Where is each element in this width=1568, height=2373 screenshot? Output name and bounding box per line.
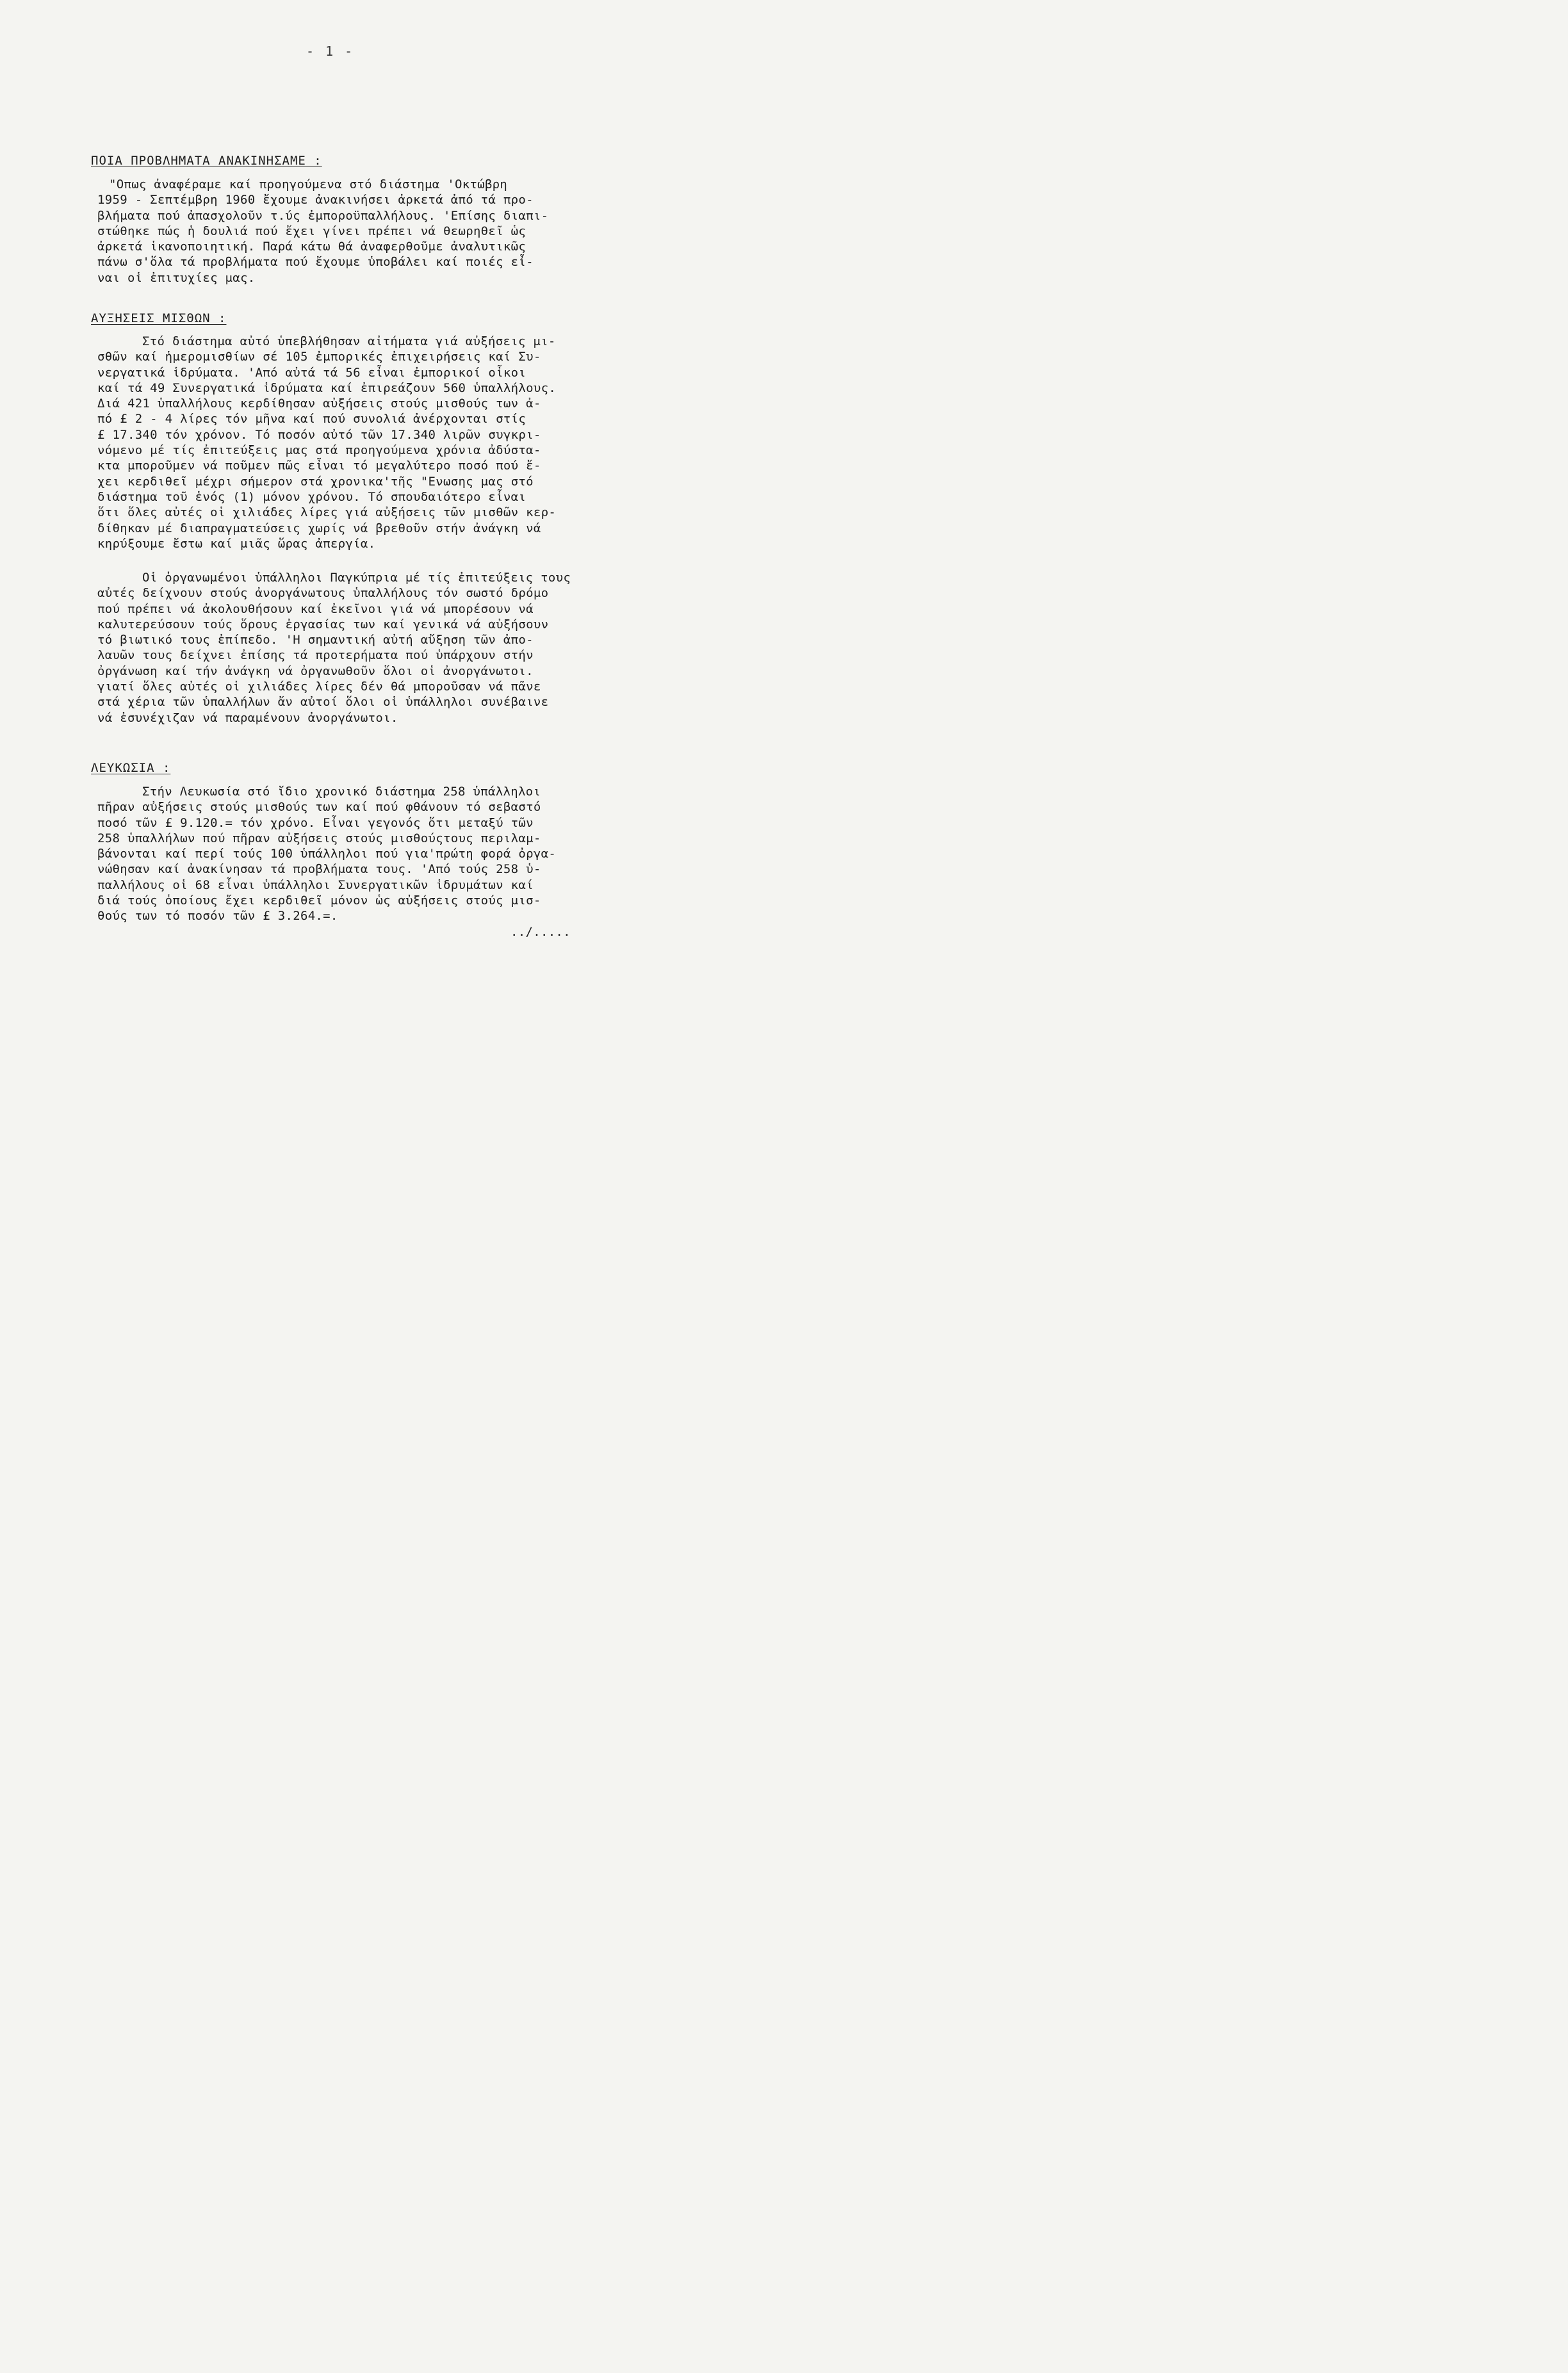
text-line: γιατί ὅλες αὐτές οἱ χιλιάδες λίρες δέν θά μποροῦσαν νά πᾶνε <box>97 680 541 694</box>
text-line: πό £ 2 - 4 λίρες τόν μῆνα καί πού συνολιά ἀνέρχονται στίς <box>97 412 527 427</box>
text-line: Διά 421 ὑπαλλήλους κερδίθησαν αὐξήσεις στούς μισθούς των ἀ- <box>97 396 541 411</box>
section-wage-increases <box>91 311 610 551</box>
text-line: τό βιωτικό τους ἐπίπεδο. 'Η σημαντική αὐτή αὔξηση τῶν ἀπο- <box>97 633 534 648</box>
text-line: ναι οἱ ἐπιτυχίες μας. <box>97 270 256 285</box>
text-line: δίθηκαν μέ διαπραγματεύσεις χωρίς νά βρεθοῦν στήν ἀνάγκη νά <box>97 521 541 535</box>
text-line: στά χέρια τῶν ὑπαλλήλων ἄν αὐτοί ὅλοι οἱ ὑπάλληλοι συνέβαινε <box>97 695 549 710</box>
text-line: πού πρέπει νά ἀκολουθήσουν καί ἐκεῖνοι γιά νά μπορέσουν νά <box>97 601 534 616</box>
continuation-marker: ../..... <box>510 924 571 939</box>
text-line: σθῶν καί ἡμερομισθίων σέ 105 ἐμπορικές ἐπιχειρήσεις καί Συ- <box>97 350 541 364</box>
text-line: Στό διάστημα αὐτό ὑπεβλήθησαν αἰτήματα γιά αὐξήσεις μι- <box>142 334 556 348</box>
section-heading: ΠΟΙΑ ΠΡΟΒΛΗΜΑΤΑ ΑΝΑΚΙΝΗΣΑΜΕ : <box>91 154 322 168</box>
text-line: νόμενο μέ τίς ἐπιτεύξεις μας στά προηγούμενα χρόνια ἀδύστα- <box>97 443 541 458</box>
text-line: £ 17.340 τόν χρόνον. Τό ποσόν αὐτό τῶν 17.340 λιρῶν συγκρι- <box>97 427 541 442</box>
text-line: καλυτερεύσουν τούς ὅρους ἐργασίας των καί γενικά νά αὐξήσουν <box>97 617 549 632</box>
text-line: νεργατικά ἱδρύματα. 'Από αὐτά τά 56 εἶναι ἐμπορικοί οἶκοι <box>97 365 527 380</box>
text-line: νώθησαν καί ἀνακίνησαν τά προβλήματα τους. 'Από τούς 258 ὑ- <box>97 862 541 877</box>
text-line: 1959 - Σεπτέμβρη 1960 ἔχουμε ἀνακινήσει ἀρκετά ἀπό τά προ- <box>97 193 534 208</box>
section-organized-employees <box>97 570 610 726</box>
text-line: θούς των τό ποσόν τῶν £ 3.264.=. <box>97 909 338 924</box>
text-line: ποσό τῶν £ 9.120.= τόν χρόνο. Εἶναι γεγονός ὅτι μεταξύ τῶν <box>97 815 534 830</box>
section-problems <box>91 154 610 286</box>
text-line: νά ἐσυνέχιζαν νά παραμένουν ἀνοργάνωτοι. <box>97 710 398 725</box>
text-line: παλλήλους οἱ 68 εἶναι ὑπάλληλοι Συνεργατικῶν ἱδρυμάτων καί <box>97 877 534 892</box>
section-heading: ΛΕΥΚΩΣΙΑ : <box>91 761 171 775</box>
text-line: χει κερδιθεῖ μέχρι σήμερον στά χρονικα'τῆς "Ενωσης μας στό <box>97 474 534 489</box>
text-line: Οἱ ὀργανωμένοι ὑπάλληλοι Παγκύπρια μέ τίς ἐπιτεύξεις τους <box>142 571 571 585</box>
text-line: πάνω σ'ὅλα τά προβλήματα πού ἔχουμε ὑποβάλει καί ποιές εἶ- <box>97 255 534 270</box>
text-line: πῆραν αὐξήσεις στούς μισθούς των καί πού φθάνουν τό σεβαστό <box>97 800 541 815</box>
text-line: διάστημα τοῦ ἑνός (1) μόνον χρόνου. Τό σπουδαιότερο εἶναι <box>97 489 527 504</box>
text-line: ὀργάνωση καί τήν ἀνάγκη νά ὀργανωθοῦν ὅλοι οἱ ἀνοργάνωτοι. <box>97 664 534 678</box>
section-nicosia <box>91 761 610 940</box>
section-heading: ΑΥΞΗΣΕΙΣ ΜΙΣΘΩΝ : <box>91 311 227 325</box>
text-line: ὅτι ὅλες αὐτές οἱ χιλιάδες λίρες γιά αὐξήσεις τῶν μισθῶν κερ- <box>97 505 557 520</box>
text-line: λαυῶν τους δείχνει ἐπίσης τά προτερήματα πού ὑπάρχουν στήν <box>97 648 534 663</box>
text-line: κτα μποροῦμεν νά ποῦμεν πῶς εἶναι τό μεγαλύτερο ποσό πού ἔ- <box>97 459 541 473</box>
page-number: - 1 - <box>306 44 355 59</box>
text-line: στώθηκε πώς ἡ δουλιά πού ἔχει γίνει πρέπει νά θεωρηθεῖ ὡς <box>97 224 527 238</box>
text-line: Στήν Λευκωσία στό ἴδιο χρονικό διάστημα 258 ὑπάλληλοι <box>142 785 541 799</box>
text-line: αὐτές δείχνουν στούς ἀνοργάνωτους ὑπαλλήλους τόν σωστό δρόμο <box>97 586 549 601</box>
text-line: 258 ὑπαλλήλων πού πῆραν αὐξήσεις στούς μισθούςτους περιλαμ- <box>97 831 541 845</box>
text-line: κηρύξουμε ἔστω καί μιᾶς ὥρας ἀπεργία. <box>97 536 376 551</box>
text-line: "Οπως ἀναφέραμε καί προηγούμενα στό διάστημα 'Οκτώβρη <box>109 177 508 192</box>
text-line: βλήματα πού ἀπασχολοῦν τ.ύς ἐμποροϋπαλλήλους. 'Επίσης διαπι- <box>97 208 549 223</box>
text-line: βάνονται καί περί τούς 100 ὑπάλληλοι πού για'πρώτη φορά ὀργα- <box>97 847 557 861</box>
text-line: ἀρκετά ἱκανοποιητική. Παρά κάτω θά ἀναφερθοῦμε ἀναλυτικῶς <box>97 240 527 254</box>
text-line: καί τά 49 Συνεργατικά ἱδρύματα καί ἐπιρεάζουν 560 ὑπαλλήλους. <box>97 380 557 395</box>
text-line: διά τούς ὁποίους ἔχει κερδιθεῖ μόνον ὡς αὐξήσεις στούς μισ- <box>97 893 541 908</box>
